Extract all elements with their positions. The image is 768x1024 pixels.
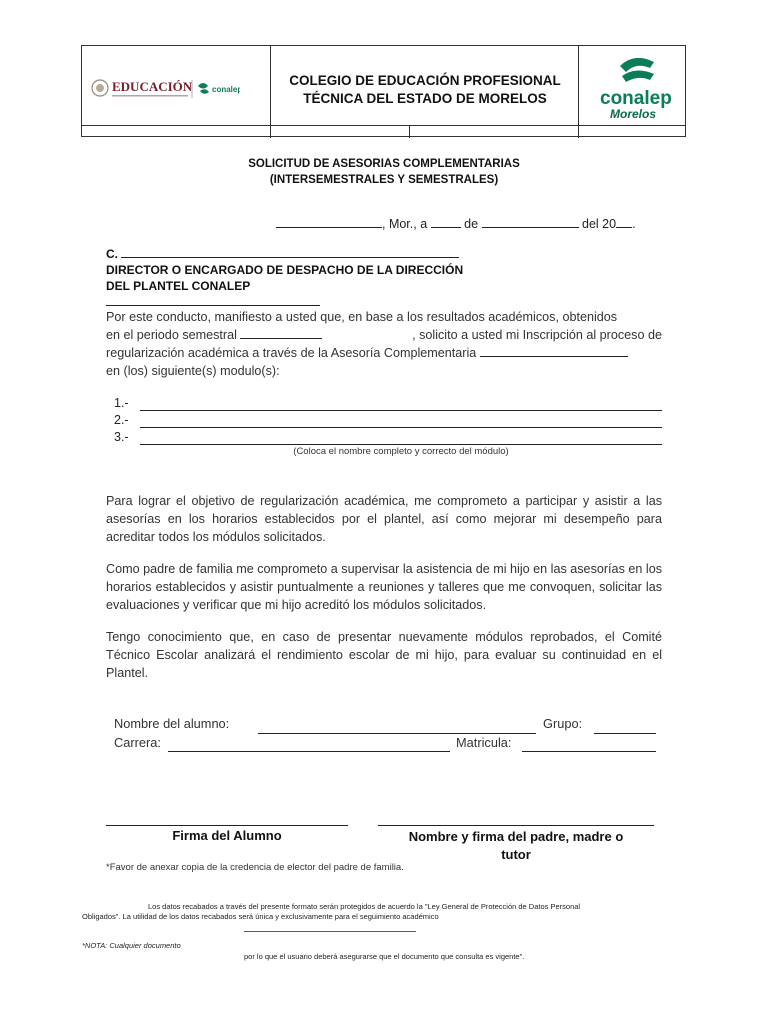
module-item-label: 2.- — [114, 413, 129, 427]
nota-continuation: por lo que el usuario deberá asegurarse que el documento que consulta es vigente". — [244, 952, 525, 961]
module-item-label: 1.- — [114, 396, 129, 410]
group-field[interactable] — [594, 733, 656, 734]
student-signature-line[interactable] — [106, 825, 348, 826]
header-table — [81, 45, 686, 137]
annex-note: *Favor de anexar copia de la credencia de elector del padre de familia. — [106, 862, 404, 873]
header-row-divider — [82, 125, 685, 126]
header-divider — [578, 46, 579, 136]
commitment-paragraph: Para lograr el objetivo de regularización académica, me comprometo a participar y asistir a las asesorías en los horarios establecidos por el plantel, así como mejorar mi desempeño para acreditar todos los módulos solicitados. — [106, 494, 662, 544]
module-item-label: 3.- — [114, 430, 129, 444]
module-line[interactable] — [140, 410, 662, 411]
request-paragraph: Por este conducto, manifiesto a usted que, en base a los resultados académicos, obtenidos en el periodo semestral , solicito a usted mi Inscripción al proceso de regularización académica a través de la Asesoría Complementaria en (los) siguiente(s) modulo(s): — [106, 310, 662, 378]
parent-commitment-paragraph: Como padre de familia me comprometo a supervisar la asistencia de mi hijo en las asesorías en los horarios establecidos y asistir puntualmente a reuniones y talleres que me convoquen, solicitar las evaluaciones y verificar que mi hijo acreditó los módulos solicitados. — [106, 562, 662, 612]
svg-text:EDUCACIÓN: EDUCACIÓN — [112, 79, 193, 94]
privacy-notice-line1: Los datos recabados a través del presente formato serán protegidos de acuerdo la "Ley General de Protección de Datos Personal — [148, 902, 581, 911]
educacion-logo — [90, 76, 240, 102]
acknowledgement-paragraph: Tengo conocimiento que, en caso de presentar nuevamente módulos reprobados, el Comité Técnico Escolar analizará el rendimiento escolar de mi hijo, para evaluar su continuidad en el Plantel. — [106, 630, 662, 680]
module-line[interactable] — [140, 427, 662, 428]
module-note: (Coloca el nombre completo y correcto del módulo) — [293, 446, 509, 457]
link-underline — [244, 931, 416, 932]
group-label: Grupo: — [543, 716, 583, 731]
enrollment-field[interactable] — [522, 751, 656, 752]
conalep-morelos-logo — [594, 52, 684, 122]
institution-title: COLEGIO DE EDUCACIÓN PROFESIONAL TÉCNICA DEL ESTADO DE MORELOS — [289, 73, 561, 106]
career-label: Carrera: — [114, 735, 161, 750]
document-title: SOLICITUD DE ASESORIAS COMPLEMENTARIAS (INTERSEMESTRALES Y SEMESTRALES) — [248, 158, 520, 186]
date-line: , Mor., a de del 20 . — [276, 216, 636, 231]
header-divider — [270, 46, 271, 136]
nota-label: *NOTA: Cualquier documento — [82, 941, 181, 950]
privacy-notice-line2: Obligados". La utilidad de los datos recabados será única y exclusivamente para el seguimiento académico — [82, 912, 439, 921]
student-signature-label: Firma del Alumno — [172, 828, 282, 843]
student-name-label: Nombre del alumno: — [114, 716, 230, 731]
addressee-block: C. DIRECTOR O ENCARGADO DE DESPACHO DE LA DIRECCIÓN DEL PLANTEL CONALEP — [106, 246, 466, 310]
svg-text:conalep: conalep — [600, 88, 672, 109]
parent-signature-label: Nombre y firma del padre, madre o tutor — [408, 829, 624, 862]
student-name-field[interactable] — [258, 733, 536, 734]
enrollment-label: Matricula: — [456, 735, 512, 750]
svg-text:Morelos: Morelos — [610, 107, 657, 121]
career-field[interactable] — [168, 751, 450, 752]
module-line[interactable] — [140, 444, 662, 445]
parent-signature-line[interactable] — [378, 825, 654, 826]
svg-text:conalep: conalep — [212, 85, 240, 94]
